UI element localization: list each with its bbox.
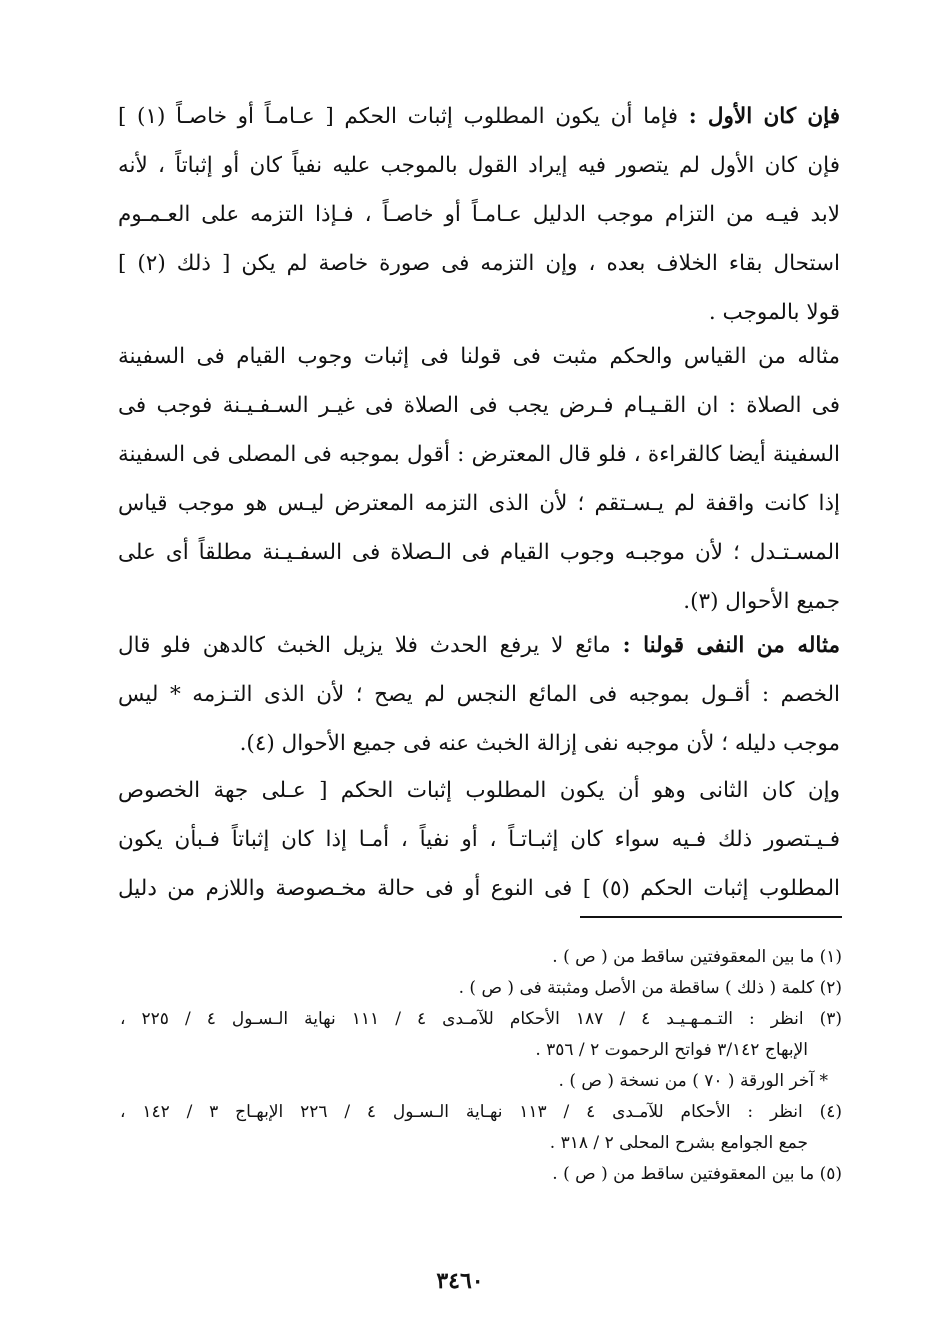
paragraph-line: قولا بالموجب .: [708, 300, 840, 325]
footnote-1: (١) ما بين المعقوفتين ساقط من ( ص ) .: [552, 947, 842, 967]
paragraph-3-text: [118, 621, 840, 768]
paragraph-line: مثاله من القياس والحكم مثبت فى قولنا فى إثبات وجوب القيام فى السفينة: [118, 344, 840, 369]
footnotes: [120, 942, 842, 1190]
paragraph-line: المطلوب إثبات الحكم (٥) ] فى النوع أو فى حالة مخـصوصة واللازم من دليل: [118, 876, 840, 901]
paragraph-line: جميع الأحوال (٣).: [683, 589, 840, 614]
paragraph-4: [118, 766, 840, 913]
paragraph-2: [118, 332, 840, 626]
footnote-4-continuation: جمع الجوامع بشرح المحلى ٢ / ٣١٨ .: [549, 1133, 808, 1153]
paragraph-line: وإن كان الثانى وهو أن يكون المطلوب إثبات الحكم [ عـلى جهة الخصوص: [118, 778, 840, 803]
paragraph-line: لابد فيـه من التزام موجب الدليل عـامـاً أو خاصـاً ، فـإذا التزمه على العـمـوم: [118, 202, 840, 227]
footnote-5: (٥) ما بين المعقوفتين ساقط من ( ص ) .: [552, 1164, 842, 1184]
paragraph-line: فى الصلاة : ان القـيـام فـرض يجب فى الصلاة فى غيـر السـفـيـنة فوجب فى: [118, 393, 840, 418]
paragraph-line: السفينة أيضا كالقراءة ، فلو قال المعترض : أقول بموجبه فى المصلى فى السفينة: [118, 442, 840, 467]
footnote-2: (٢) كلمة ( ذلك ) ساقطة من الأصل ومثبتة فى ( ص ) .: [458, 978, 842, 998]
paragraph-line: فإن كان الأول لم يتصور فيه إيراد القول بالموجب عليه نفياً كان أو إثباتاً ، لأنه: [118, 153, 840, 178]
paragraph-line: فإن كان الأول : فإما أن يكون المطلوب إثبات الحكم [ عـامـاً أو خاصـاً (١) ]: [118, 104, 840, 129]
footnote-3: (٣) انظر : التـمـهـيـد ٤ / ١٨٧ الأحكام للآمـدى ٤ / ١١١ نهاية الـسـول ٤ / ٢٢٥ ،: [120, 1009, 842, 1029]
paragraph-1-text: [118, 92, 840, 337]
paragraph-2-text: [118, 332, 840, 626]
paragraph-line: فـيـتصور ذلك فـيه سواء كان إثبـاتـاً ، أو نفياً ، أمـا إذا كان إثباتاً فـبأن يكون: [118, 827, 840, 852]
footnote-divider: [580, 916, 842, 918]
paragraph-line: مثاله من النفى قولنا : مائع لا يرفع الحدث فلا يزيل الخبث كالدهن فلو قال: [118, 633, 840, 658]
paragraph-line: استحال بقاء الخلاف بعده ، وإن التزمه فى صورة خاصة لم يكن [ ذلك (٢) ]: [118, 251, 840, 276]
paragraph-3: [118, 621, 840, 768]
footnote-4: (٤) انظر : الأحكام للآمـدى ٤ / ١١٣ نهـاية الـسـول ٤ / ٢٢٦ الإبهـاج ٣ / ١٤٢ ،: [120, 1102, 842, 1122]
paragraph-lead: مثاله من النفى قولنا :: [622, 633, 840, 658]
footnote-3-continuation: الإبهاج ٣/١٤٢ فواتح الرحموت ٢ / ٣٥٦ .: [535, 1040, 808, 1060]
paragraph-line: موجب دليله ؛ لأن موجبه نفى إزالة الخبث عنه فى جميع الأحوال (٤).: [239, 731, 840, 756]
paragraph-line: الخصم : أقـول بموجبه فى المائع النجس لم يصح ؛ لأن الذى التـزمه * ليس: [118, 682, 840, 707]
page-number: ٣٤٦٠: [436, 1268, 484, 1294]
paragraph-lead: فإن كان الأول :: [688, 104, 840, 129]
footnote-star: * آخر الورقة ( ٧٠ ) من نسخة ( ص ) .: [558, 1071, 828, 1091]
paragraph-line: المسـتـدل ؛ لأن موجبـه وجوب القيام فى الـصلاة فى السفـيـنة مطلقاً أى على: [118, 540, 840, 565]
paragraph-line: إذا كانت واقفة لم يـسـتقم ؛ لأن الذى التزمه المعترض ليـس هو موجب قياس: [118, 491, 840, 516]
paragraph-1: [118, 92, 840, 337]
paragraph-4-text: [118, 766, 840, 913]
